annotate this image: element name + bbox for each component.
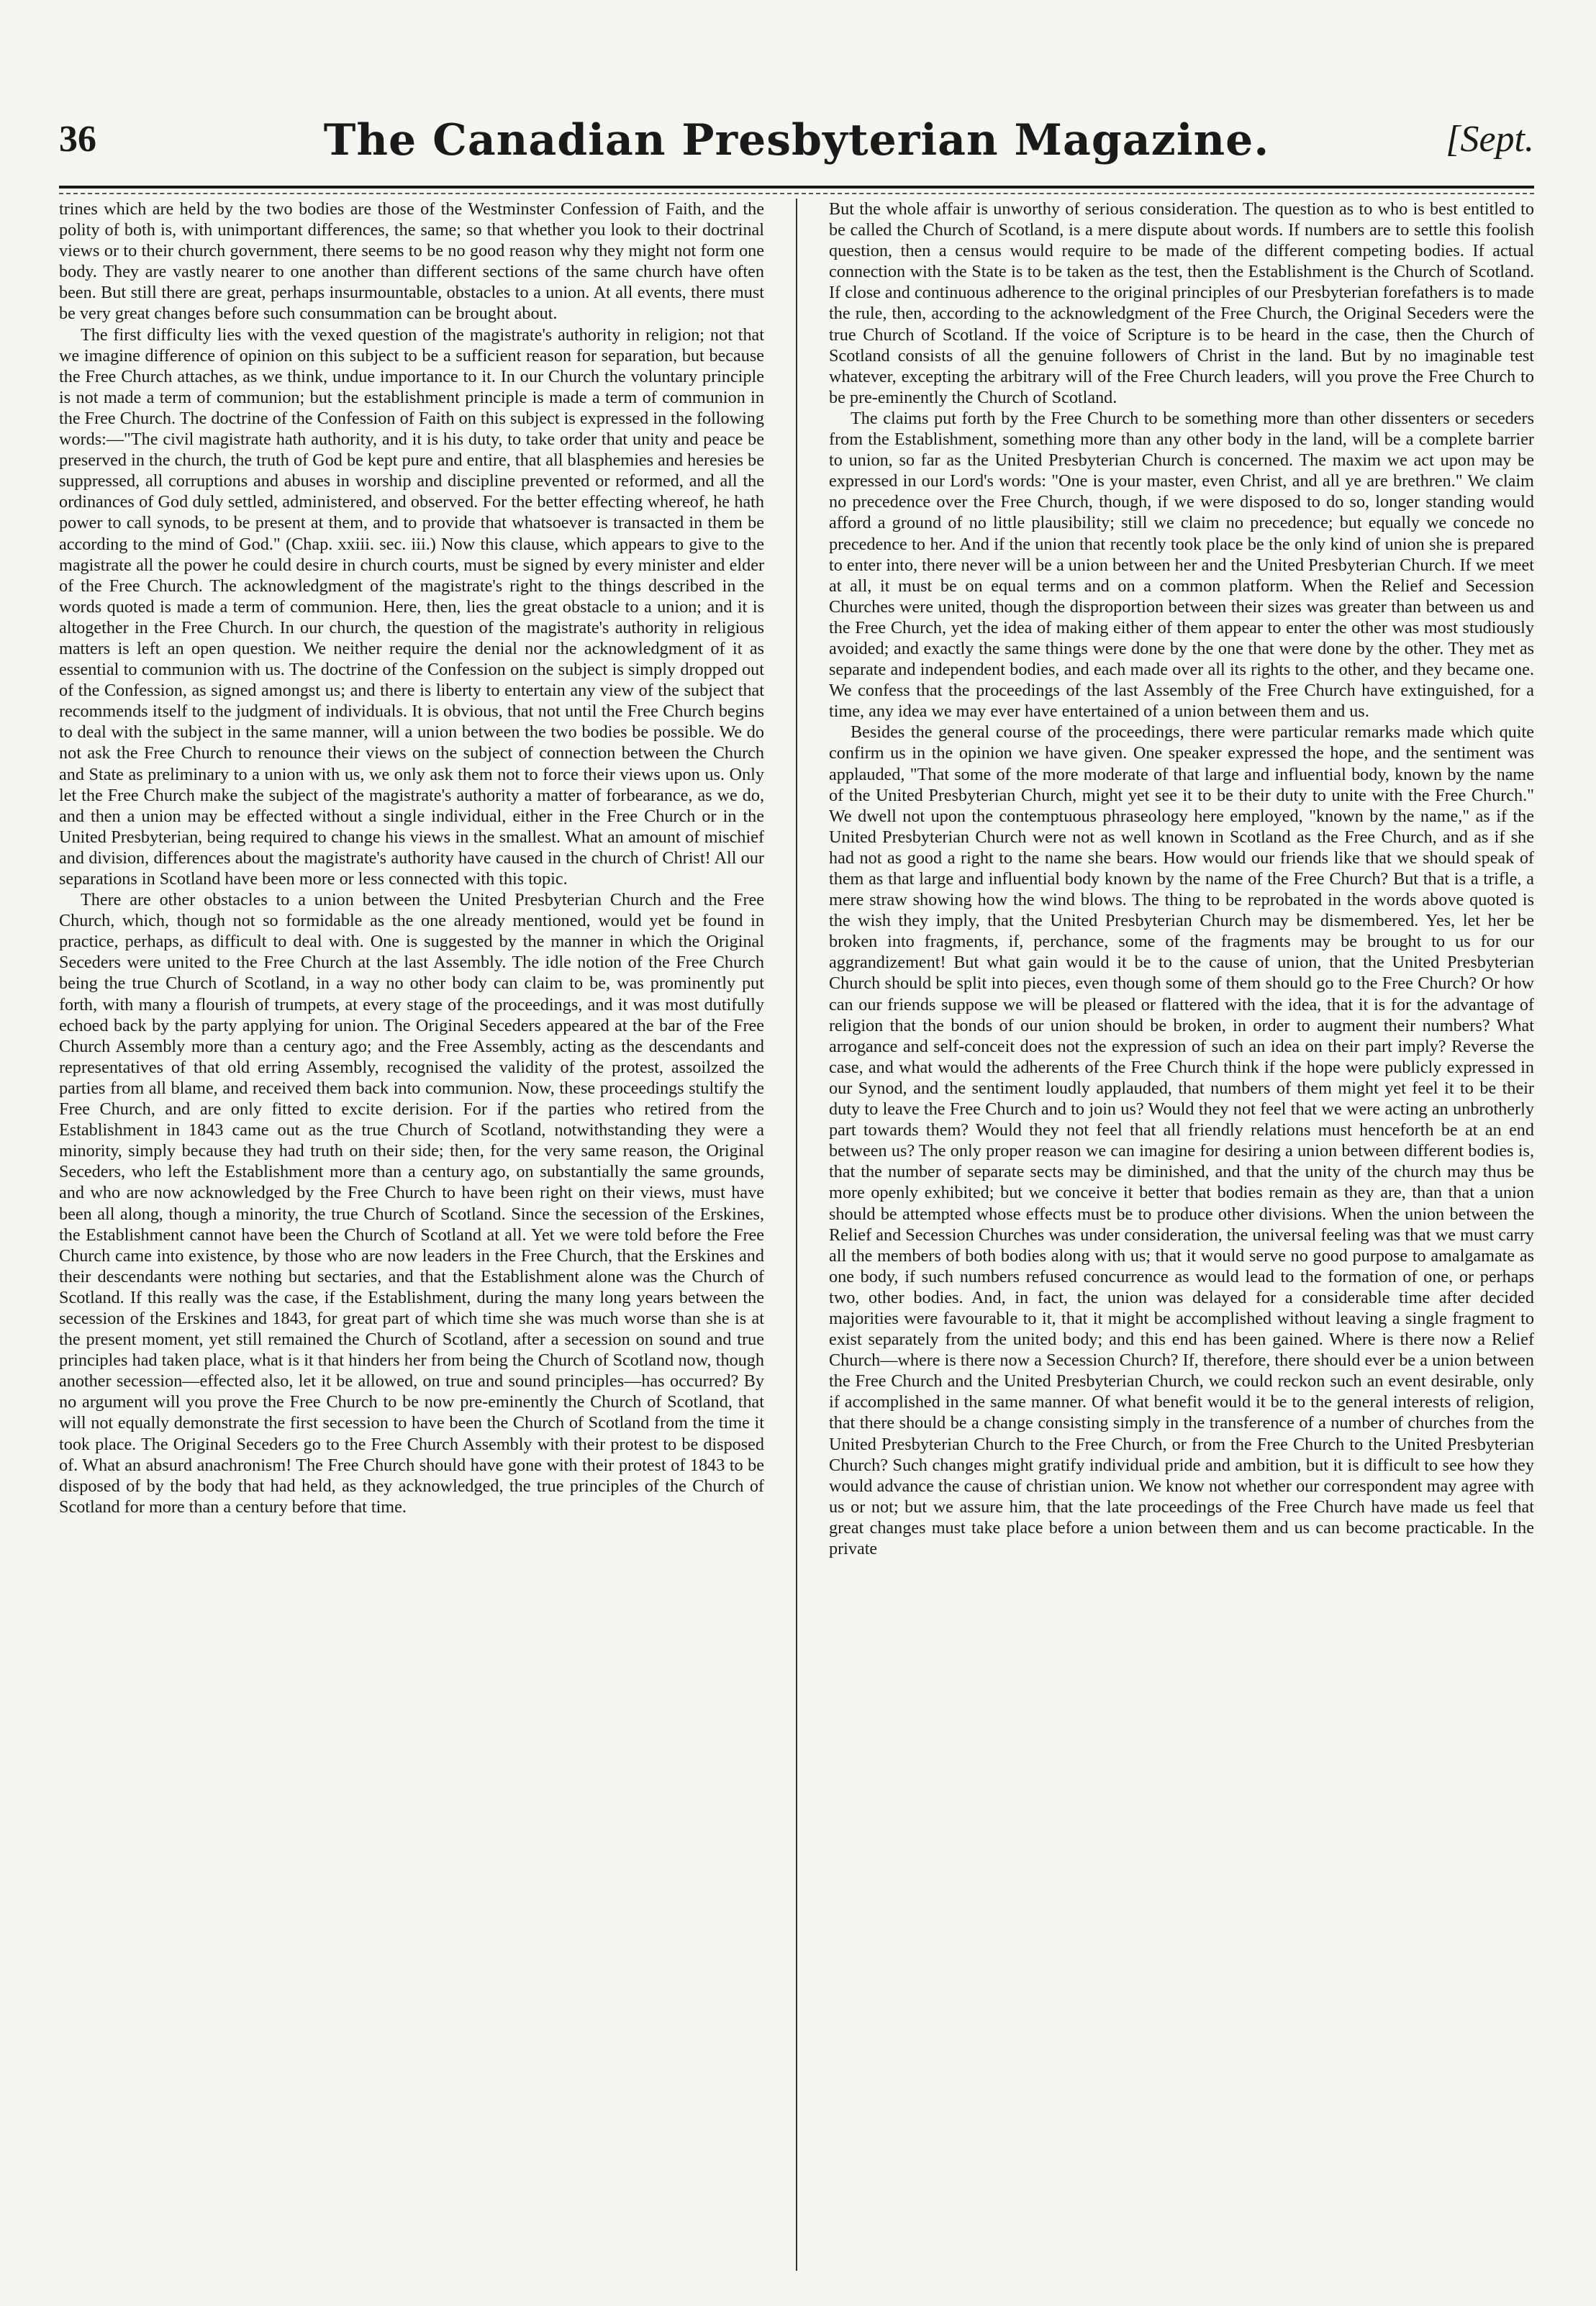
left-column	[59, 199, 764, 2271]
header-date: [Sept.	[1446, 119, 1534, 160]
paragraph: There are other obstacles to a union between the United Presbyterian Church and the Free Church, which, though not so formidable as the one already mentioned, would yet be found in practice, perhaps, as difficult to deal with. One is suggested by the manner in which the Original Seceders were united to the Free Church at the last Assembly. The idle notion of the Free Church being the true Church of Scotland, in a way no other body can claim to be, was prominently put forth, with many a flourish of trumpets, at every stage of the proceedings, and it was most dutifully echoed back by the party applying for union. The Original Seceders appeared at the bar of the Free Church Assembly more than a century ago; and the Free Assembly, acting as the descendants and representatives of that old erring Assembly, recognised the validity of the protest, assoilzed the parties from all blame, and received them back into communion. Now, these proceedings stultify the Free Church, and are only fitted to excite derision. For if the parties who retired from the Establishment in 1843 came out as the true Church of Scotland, notwithstanding they were a minority, simply because they had truth on their side; then, for the very same reason, the Original Seceders, who left the Establishment more than a century ago, on substantially the same grounds, and who are now acknowledged by the Free Church to have been right on their views, must have been all along, though a minority, the true Church of Scotland. Since the secession of the Erskines, the Establishment cannot have been the Church of Scotland at all. Yet we were told before the Free Church came into existence, by those who are now leaders in the Free Church, that the Erskines and their descendants were nothing but sectaries, and that the Establishment alone was the Church of Scotland. If this really was the case, if the Establishment, during the many long years between the secession of the Erskines and 1843, for great part of which time she was much worse than she is at the present moment, yet still remained the Church of Scotland, after a secession on sound and true principles had taken place, what is it that hinders her from being the Church of Scotland now, though another secession—effected also, let it be allowed, on true and sound principles—has occurred? By no argument will you prove the Free Church to be now pre-eminently the Church of Scotland, that will not equally demonstrate the first secession to have been the Church of Scotland from the time it took place. The Original Seceders go to the Free Church Assembly with their protest to be disposed of. What an absurd anachronism! The Free Church should have gone with their protest of 1843 to be disposed of by the body that had held, as they acknowledged, the true principles of the Church of Scotland for more than a century before that time.	[59, 890, 764, 1517]
header-rule	[59, 186, 1534, 194]
paragraph: The first difficulty lies with the vexed question of the magistrate's authority in religion; not that we imagine difference of opinion on this subject to be a sufficient reason for separation, but because the Free Church attaches, as we think, undue importance to it. In our Church the voluntary principle is not made a term of communion; but the establishment principle is made a term of communion in the Free Church. The doctrine of the Confession of Faith on this subject is expressed in the following words:—"The civil magistrate hath authority, and it is his duty, to take order that unity and peace be preserved in the church, the truth of God be kept pure and entire, that all blasphemies and heresies be suppressed, all corruptions and abuses in worship and discipline prevented or reformed, and all the ordinances of God duly settled, administered, and observed. For the better effecting whereof, he hath power to call synods, to be present at them, and to provide that whatsoever is transacted in them be according to the mind of God." (Chap. xxiii. sec. iii.) Now this clause, which appears to give to the magistrate all the power he could desire in church courts, must be signed by every minister and elder of the Free Church. The acknowledgment of the magistrate's right to the things described in the words quoted is made a term of communion. Here, then, lies the great obstacle to a union; and it is altogether in the Free Church. In our church, the question of the magistrate's authority in religious matters is left an open question. We neither require the denial nor the acknowledgment of it as essential to communion with us. The doctrine of the Confession on the subject is simply dropped out of the Confession, as signed amongst us; and there is liberty to entertain any view of the subject that recommends itself to the judgment of individuals. It is obvious, that not until the Free Church begins to deal with the subject in the same manner, will a union between the two bodies be possible. We do not ask the Free Church to renounce their views on the subject of connection between the Church and State as preliminary to a union with us, we only ask them not to force their views upon us. Only let the Free Church make the subject of the magistrate's authority a matter of forbearance, as we do, and then a union may be effected without a single individual, either in the Free Church or in the United Presbyterian, being required to change his views in the smallest. What an amount of mischief and division, differences about the magistrate's authority have caused in the church of Christ! All our separations in Scotland have been more or less connected with this topic.	[59, 324, 764, 889]
column-divider	[796, 199, 797, 2271]
running-title: The Canadian Presbyterian Magazine.	[323, 115, 1270, 165]
right-column	[829, 199, 1534, 2271]
page-header	[59, 115, 1534, 187]
paragraph: The claims put forth by the Free Church to be something more than other dissenters or seceders from the Establishment, something more than any other body in the land, will be a complete barrier to union, so far as the United Presbyterian Church is concerned. The maxim we act upon may be expressed in our Lord's words: "One is your master, even Christ, and all ye are brethren." We claim no precedence over the Free Church, though, if we were disposed to do so, longer standing would afford a ground of no little plausibility; still we claim no precedence; but equally we concede no precedence to her. And if the union that recently took place be the only kind of union she is prepared to enter into, there never will be a union between her and the United Presbyterian Church. If we meet at all, it must be on equal terms and on a common platform. When the Relief and Secession Churches were united, though the disproportion between their sizes was greater than between us and the Free Church, yet the idea of making either of them appear to enter the other was most studiously avoided; and exactly the same things were done by the one that were done by the other. They met as separate and independent bodies, and each made over all its rights to the other, and they became one. We confess that the proceedings of the last Assembly of the Free Church have extinguished, for a time, any idea we may ever have entertained of a union between them and us.	[829, 408, 1534, 722]
paragraph: But the whole affair is unworthy of serious consideration. The question as to who is best entitled to be called the Church of Scotland, is a mere dispute about words. If numbers are to settle this foolish question, then a census would require to be made of the different competing bodies. If actual connection with the State is to be taken as the test, then the Establishment is the Church of Scotland. If close and continuous adherence to the original principles of our Presbyterian forefathers is to made the rule, then, according to the acknowledgment of the Free Church, the Original Seceders were the true Church of Scotland. If the voice of Scripture is to be heard in the case, then the Church of Scotland consists of all the genuine followers of Christ in the land. But by no imaginable test whatever, excepting the arbitrary will of the Free Church leaders, will you prove the Free Church to be pre-eminently the Church of Scotland.	[829, 199, 1534, 407]
paragraph: Besides the general course of the proceedings, there were particular remarks made which quite confirm us in the opinion we have given. One speaker expressed the hope, and the sentiment was applauded, "That some of the more moderate of that large and influential body, known by the name of the United Presbyterian Church, might yet see it to be their duty to unite with the Free Church." We dwell not upon the contemptuous phraseology here employed, "known by the name," as if the United Presbyterian Church were not as well known in Scotland as the Free Church, and as if she had not as good a right to the name she bears. How would our friends like that we should speak of them as that large and influential body known by the name of the Free Church? But that is a trifle, a mere straw showing how the wind blows. The thing to be reprobated in the words above quoted is the wish they imply, that the United Presbyterian Church may be dismembered. Yes, let her be broken into fragments, if, perchance, some of the fragments may be brought to us for our aggrandizement! But what gain would it be to the cause of union, that the United Presbyterian Church should be split into pieces, even though some of them should go to the Free Church? Or how can our friends suppose we will be pleased or flattered with the idea, that it is for the advantage of religion that the bonds of our union should be broken, in order to augment their numbers? What arrogance and self-conceit does not the expression of such an idea on their part imply? Reverse the case, and what would the adherents of the Free Church think if the hope were publicly expressed in our Synod, and the sentiment loudly applauded, that numbers of them might yet feel it to be their duty to leave the Free Church and to join us? Would they not feel that we were acting an unbrotherly part towards them? Would they not feel that all friendly relations must henceforth be at an end between us? The only proper reason we can imagine for desiring a union between different bodies is, that the number of separate sects may be diminished, and that the unity of the church may thus be more openly exhibited; but we conceive it better that bodies remain as they are, than that a union should be attempted whose effects must be to produce other divisions. When the union between the Relief and Secession Churches was under consideration, the universal feeling was that we must carry all the members of both bodies along with us; that it would serve no good purpose to amalgamate as one body, if such numbers refused concurrence as would lead to the formation of one, or perhaps two, other bodies. And, in fact, the union was delayed for a considerable time after decided majorities were favourable to it, that it might be accomplished without leaving a single fragment to exist separately from the united body; and this end has been gained. Where is there now a Relief Church—where is there now a Secession Church? If, therefore, there should ever be a union between the Free Church and the United Presbyterian Church, we could reckon such an event desirable, only if accomplished in the same manner. Of what benefit would it be to the general interests of religion, that there should be a change consisting simply in the transference of a number of churches from the United Presbyterian Church to the Free Church, or from the Free Church to the United Presbyterian Church? Such changes might gratify individual pride and ambition, but it is difficult to see how they would advance the cause of christian union. We know not whether our correspondent may agree with us or not; but we assure him, that the late proceedings of the Free Church have made us feel that great changes must take place before a union between them and us can become practicable. In the private	[829, 722, 1534, 1558]
paragraph: trines which are held by the two bodies are those of the Westminster Confession of Faith, and the polity of both is, with unimportant differences, the same; so that whether you look to their doctrinal views or to their church government, there seems to be no good reason why they might not form one body. They are vastly nearer to one another than different sections of the same church have often been. But still there are great, perhaps insurmountable, obstacles to a union. At all events, there must be very great changes before such consummation can be brought about.	[59, 199, 764, 324]
page-number: 36	[59, 119, 96, 160]
